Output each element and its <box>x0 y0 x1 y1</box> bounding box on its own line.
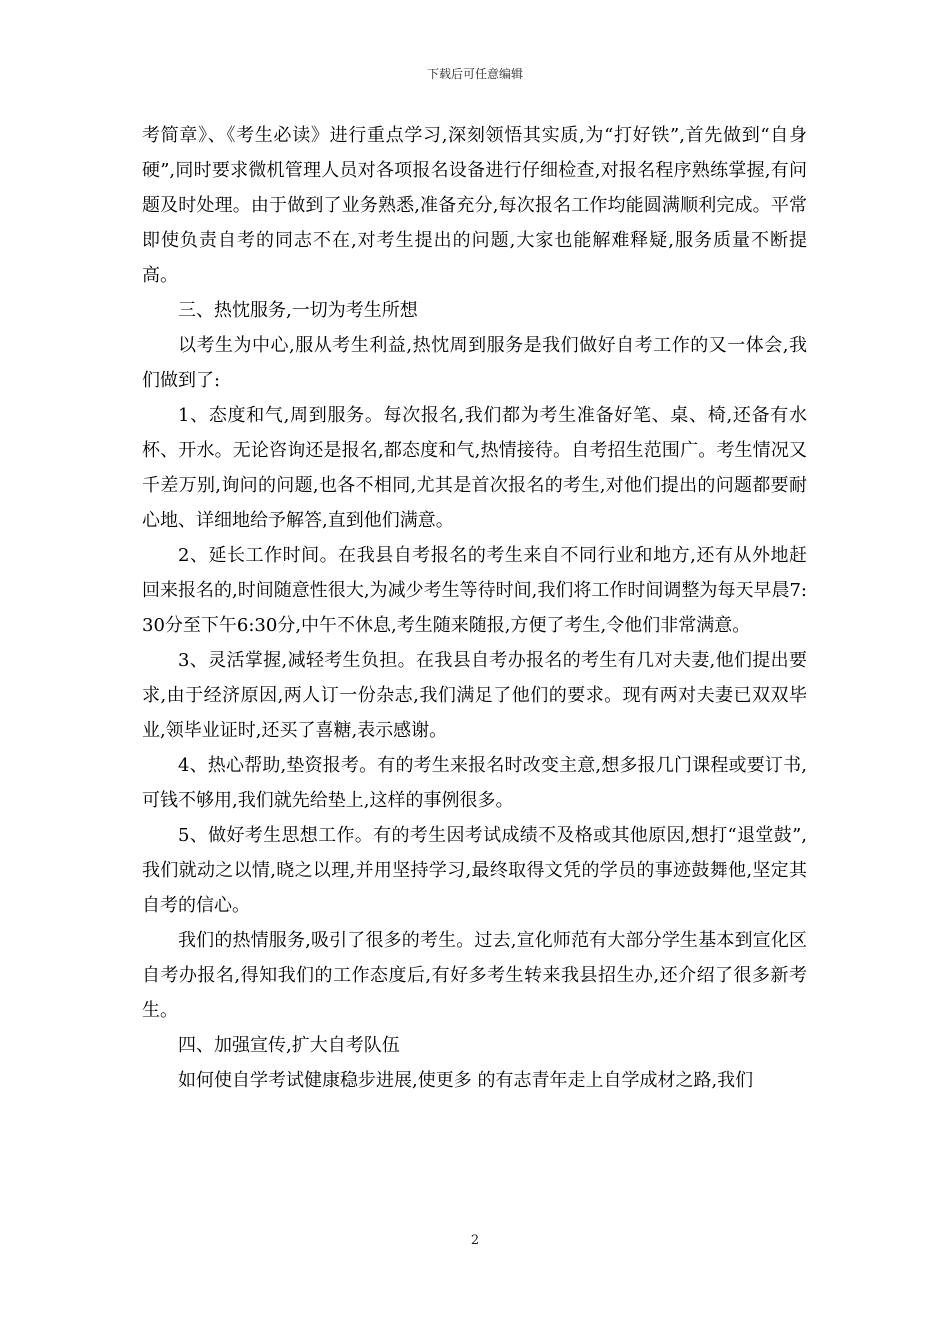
section-heading-4: 四、加强宣传,扩大自考队伍 <box>178 1035 400 1056</box>
paragraph-continues: 如何使自学考试健康稳步进展,使更多 的有志青年走上自学成材之路,我们 <box>178 1070 754 1091</box>
paragraph-intro: 以考生为中心,服从考生利益,热忱周到服务是我们做好自考工作的又一体会,我们做到了: <box>142 335 807 391</box>
paragraph-continuation: 考简章》、《考生必读》进行重点学习,深刻领悟其实质,为“打好铁”,首先做到“自身硬”,同时要求微机管理人员对各项报名设备进行仔细检查,对报名程序熟练掌握,有问题及时处理。由于做到了业务熟悉,准备充分,每次报名工作均能圆满顺利完成。平常即使负责自考的同志不在,对考生提出的问题,大家也能解难释疑,服务质量不断提高。 <box>142 125 807 286</box>
list-item-1: 1、态度和气,周到服务。每次报名,我们都为考生准备好笔、桌、椅,还备有水杯、开水。无论咨询还是报名,都态度和气,热情接待。自考招生范围广。考生情况又千差万别,询问的问题,也各不相同,尤其是首次报名的考生,对他们提出的问题都要耐心地、详细地给予解答,直到他们满意。 <box>142 405 807 531</box>
paragraph-summary: 我们的热情服务,吸引了很多的考生。过去,宣化师范有大部分学生基本到宣化区自考办报名,得知我们的工作态度后,有好多考生转来我县招生办,还介绍了很多新考生。 <box>142 930 807 1021</box>
list-item-4: 4、热心帮助,垫资报考。有的考生来报名时改变主意,想多报几门课程或要订书,可钱不够用,我们就先给垫上,这样的事例很多。 <box>142 755 807 811</box>
document-body <box>142 118 807 1098</box>
list-item-3: 3、灵活掌握,减轻考生负担。在我县自考办报名的考生有几对夫妻,他们提出要求,由于经济原因,两人订一份杂志,我们满足了他们的要求。现有两对夫妻已双双毕业,领毕业证时,还买了喜糖,表示感谢。 <box>142 650 807 741</box>
section-heading-3: 三、热忱服务,一切为考生所想 <box>178 300 418 321</box>
page-header: 下载后可任意编辑 <box>426 67 523 81</box>
page-number: 2 <box>470 1233 480 1248</box>
list-item-5: 5、做好考生思想工作。有的考生因考试成绩不及格或其他原因,想打“退堂鼓”,我们就动之以情,晓之以理,并用坚持学习,最终取得文凭的学员的事迹鼓舞他,坚定其自考的信心。 <box>142 825 807 916</box>
list-item-2: 2、延长工作时间。在我县自考报名的考生来自不同行业和地方,还有从外地赶回来报名的,时间随意性很大,为减少考生等待时间,我们将工作时间调整为每天早晨7:30分至下午6:30分,中午不休息,考生随来随报,方便了考生,令他们非常满意。 <box>142 545 807 636</box>
